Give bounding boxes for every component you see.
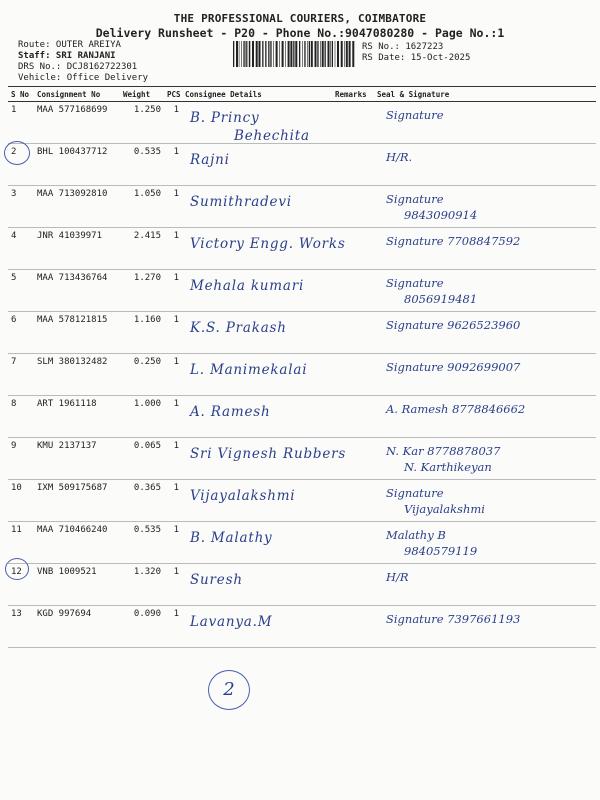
row-signature: Malathy B	[386, 528, 446, 542]
table-row	[8, 228, 596, 270]
row-consignment-no: MAA 710466240	[34, 522, 120, 564]
row-consignee-name: Lavanya.M	[190, 614, 273, 630]
row-sno: 7	[8, 354, 34, 396]
row-weight: 0.535	[120, 522, 164, 564]
row-sno: 6	[8, 312, 34, 354]
row-consignee-name: A. Ramesh	[190, 404, 271, 420]
row-sno: 11	[8, 522, 34, 564]
row-consignment-no: IXM 509175687	[34, 480, 120, 522]
row-signature-line2: N. Karthikeyan	[404, 460, 492, 474]
row-weight: 1.160	[120, 312, 164, 354]
row-sno: 8	[8, 396, 34, 438]
table-row	[8, 312, 596, 354]
row-consignee-name: Sri Vignesh Rubbers	[190, 446, 347, 462]
row-consignment-no: BHL 100437712	[34, 144, 120, 186]
row-consignee-cell	[182, 354, 332, 396]
row-weight: 1.270	[120, 270, 164, 312]
row-signature: A. Ramesh 8778846662	[386, 402, 526, 416]
row-remarks	[332, 102, 374, 144]
col-remarks: Remarks	[332, 87, 374, 102]
row-signature-cell	[374, 144, 596, 186]
table-row	[8, 606, 596, 648]
row-sno: 5	[8, 270, 34, 312]
row-signature-cell	[374, 564, 596, 606]
row-pcs: 1	[164, 312, 182, 354]
row-consignment-no: ART 1961118	[34, 396, 120, 438]
row-sno: 3	[8, 186, 34, 228]
row-sno: 13	[8, 606, 34, 648]
row-consignee-cell	[182, 144, 332, 186]
row-consignment-no: MAA 577168699	[34, 102, 120, 144]
runsheet-subtitle: Delivery Runsheet - P20 - Phone No.:9047080280 - Page No.:1	[95, 26, 505, 40]
row-consignee-cell	[182, 102, 332, 144]
rs-date: RS Date: 15-Oct-2025	[362, 53, 471, 63]
row-weight: 0.065	[120, 438, 164, 480]
route-label: Route: OUTER AREIYA	[18, 40, 121, 50]
row-consignee-name: B. Malathy	[190, 530, 273, 546]
row-pcs: 1	[164, 270, 182, 312]
vehicle-label: Vehicle: Office Delivery	[18, 73, 149, 83]
row-signature-cell	[374, 312, 596, 354]
row-consignment-no: MAA 578121815	[34, 312, 120, 354]
row-pcs: 1	[164, 564, 182, 606]
row-consignee-name: K.S. Prakash	[190, 320, 287, 336]
table-header-row	[8, 87, 596, 102]
row-consignee-name: Mehala kumari	[190, 278, 305, 294]
row-weight: 1.250	[120, 102, 164, 144]
row-consignee-name: B. Princy	[190, 110, 260, 126]
row-pcs: 1	[164, 102, 182, 144]
row-signature: Signature 9092699007	[386, 360, 521, 374]
row-weight: 0.250	[120, 354, 164, 396]
row-12-circle-mark	[5, 558, 29, 580]
row-consignee-cell	[182, 522, 332, 564]
row-signature-cell	[374, 186, 596, 228]
row-consignee-cell	[182, 312, 332, 354]
row-consignee-name: Sumithradevi	[190, 194, 292, 210]
row-remarks	[332, 270, 374, 312]
row-signature-cell	[374, 480, 596, 522]
staff-label: Staff: SRI RANJANI	[18, 51, 116, 61]
table-row	[8, 354, 596, 396]
row-remarks	[332, 228, 374, 270]
row-signature-cell	[374, 270, 596, 312]
row-signature: N. Kar 8778878037	[386, 444, 501, 458]
row-consignee-name: Rajni	[190, 152, 230, 168]
col-consignment: Consignment No	[34, 87, 120, 102]
row-2-circle-mark	[4, 141, 30, 165]
row-weight: 0.090	[120, 606, 164, 648]
row-signature-cell	[374, 438, 596, 480]
row-consignment-no: JNR 41039971	[34, 228, 120, 270]
row-signature-cell	[374, 606, 596, 648]
row-consignee-cell	[182, 480, 332, 522]
table-row	[8, 438, 596, 480]
row-pcs: 1	[164, 396, 182, 438]
table-row	[8, 396, 596, 438]
row-pcs: 1	[164, 606, 182, 648]
row-sno: 9	[8, 438, 34, 480]
row-weight: 1.050	[120, 186, 164, 228]
row-weight: 1.000	[120, 396, 164, 438]
col-weight: Weight	[120, 87, 164, 102]
row-signature-line2: 9843090914	[404, 208, 478, 222]
row-consignment-no: MAA 713436764	[34, 270, 120, 312]
row-signature-cell	[374, 354, 596, 396]
row-pcs: 1	[164, 438, 182, 480]
table-row	[8, 522, 596, 564]
table-row	[8, 102, 596, 144]
row-remarks	[332, 144, 374, 186]
row-pcs: 1	[164, 480, 182, 522]
row-remarks	[332, 186, 374, 228]
row-consignee-cell	[182, 564, 332, 606]
row-pcs: 1	[164, 228, 182, 270]
row-signature: Signature	[386, 192, 444, 206]
row-weight: 0.365	[120, 480, 164, 522]
row-pcs: 1	[164, 144, 182, 186]
row-signature: Signature 7708847592	[386, 234, 521, 248]
row-consignee-cell	[182, 606, 332, 648]
row-sno: 1	[8, 102, 34, 144]
row-consignee-cell	[182, 396, 332, 438]
row-consignee-name-line2: Behechita	[234, 128, 310, 144]
table-row	[8, 144, 596, 186]
row-consignment-no: KGD 997694	[34, 606, 120, 648]
drs-number: DRS No.: DCJ8162722301	[18, 62, 138, 72]
col-pcs: PCS	[164, 87, 182, 102]
row-signature-cell	[374, 396, 596, 438]
col-signature: Seal & Signature	[374, 87, 596, 102]
row-signature: Signature 9626523960	[386, 318, 521, 332]
row-consignee-cell	[182, 438, 347, 480]
row-signature-line2: 9840579119	[404, 544, 478, 558]
row-remarks	[332, 606, 374, 648]
runsheet-table	[8, 86, 596, 648]
row-signature-cell	[374, 228, 596, 270]
row-sno: 10	[8, 480, 34, 522]
row-sno: 12	[8, 564, 34, 606]
row-consignment-no: MAA 713092810	[34, 186, 120, 228]
row-pcs: 1	[164, 522, 182, 564]
row-signature: H/R.	[386, 150, 413, 164]
row-signature: Signature 7397661193	[386, 612, 521, 626]
row-remarks	[332, 564, 374, 606]
row-pcs: 1	[164, 186, 182, 228]
row-signature-line2: Vijayalakshmi	[404, 502, 485, 516]
row-consignment-no: SLM 380132482	[34, 354, 120, 396]
row-consignee-cell	[182, 228, 346, 270]
row-sno: 4	[8, 228, 34, 270]
row-weight: 1.320	[120, 564, 164, 606]
row-remarks	[332, 480, 374, 522]
rs-number: RS No.: 1627223	[362, 42, 444, 52]
row-remarks	[332, 312, 374, 354]
row-signature-cell	[374, 522, 596, 564]
row-signature-line2: 8056919481	[404, 292, 478, 306]
row-weight: 0.535	[120, 144, 164, 186]
row-weight: 2.415	[120, 228, 164, 270]
row-signature-cell	[374, 102, 596, 144]
row-consignee-name: Victory Engg. Works	[190, 236, 346, 252]
page-number-mark: 2	[208, 670, 250, 710]
row-consignee-cell	[182, 270, 332, 312]
col-sno: S No	[8, 87, 34, 102]
row-consignee-name: Vijayalakshmi	[190, 488, 296, 504]
row-signature: Signature	[386, 486, 444, 500]
company-title: THE PROFESSIONAL COURIERS, COIMBATORE	[173, 12, 427, 25]
row-remarks	[332, 522, 374, 564]
table-row	[8, 480, 596, 522]
row-consignment-no: KMU 2137137	[34, 438, 120, 480]
col-consignee: Consignee Details	[182, 87, 332, 102]
row-sno: 2	[8, 144, 34, 186]
row-consignee-name: L. Manimekalai	[190, 362, 308, 378]
row-remarks	[332, 396, 374, 438]
row-consignment-no: VNB 1009521	[34, 564, 120, 606]
table-row	[8, 564, 596, 606]
row-remarks	[332, 354, 374, 396]
row-signature: H/R	[386, 570, 409, 584]
row-remarks	[332, 438, 374, 480]
row-signature: Signature	[386, 108, 444, 122]
table-row	[8, 270, 596, 312]
barcode-image	[232, 41, 356, 67]
row-consignee-name: Suresh	[190, 572, 243, 588]
row-pcs: 1	[164, 354, 182, 396]
row-signature: Signature	[386, 276, 444, 290]
table-row	[8, 186, 596, 228]
row-consignee-cell	[182, 186, 332, 228]
